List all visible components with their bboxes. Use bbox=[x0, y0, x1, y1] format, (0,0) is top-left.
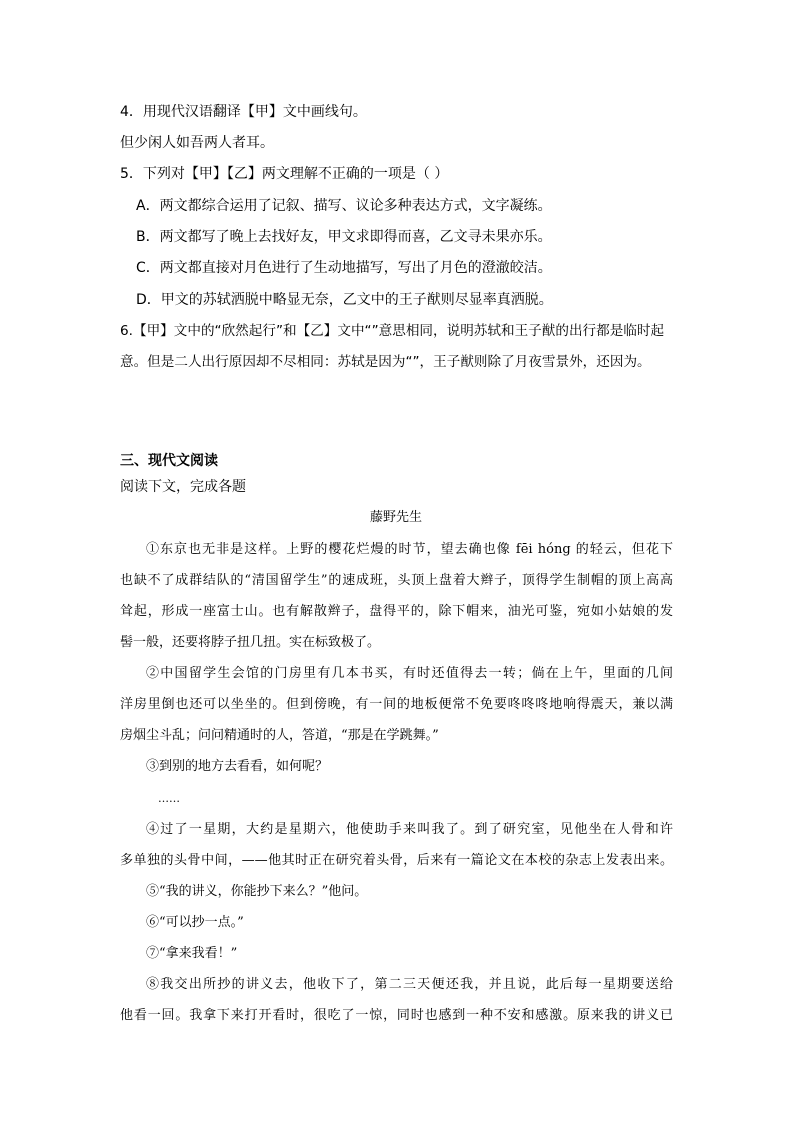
section-heading: 三、现代文阅读 bbox=[120, 453, 218, 469]
passage-line: ①东京也无非是这样。上野的樱花烂熳的时节，望去确也像 fēi hóng 的轻云，但花下 bbox=[146, 542, 673, 557]
passage-line: 髻一般，还要将脖子扭几扭。实在标致极了。 bbox=[120, 635, 381, 650]
passage-line: ④过了一星期，大约是星期六，他使助手来叫我了。到了研究室，见他坐在人骨和许 bbox=[146, 822, 673, 837]
question-5-option-c: C．两文都直接对月色进行了生动地描写，写出了月色的澄澈皎洁。 bbox=[136, 260, 552, 276]
question-5-option-b: B．两文都写了晚上去找好友，甲文求即得而喜，乙文寻未果亦乐。 bbox=[136, 229, 552, 245]
passage-line: ⑦“拿来我看！” bbox=[146, 946, 238, 961]
passage-line: 多单独的头骨中间，——他其时正在研究着头骨，后来有一篇论文在本校的杂志上发表出来。 bbox=[120, 853, 673, 868]
passage-line: ⑧我交出所抄的讲义去，他收下了，第二三天便还我，并且说，此后每一星期要送给 bbox=[146, 977, 673, 992]
passage-line: ⑤“我的讲义，你能抄下来么？”他问。 bbox=[146, 884, 368, 899]
passage-line: 耸起，形成一座富士山。也有解散辫子，盘得平的，除下帽来，油光可鉴，宛如小姑娘的发 bbox=[120, 604, 673, 619]
question-6-line-2: 意。但是二人出行原因却不尽相同：苏轼是因为“”，王子猷则除了月夜雪景外，还因为。 bbox=[120, 354, 651, 370]
question-6-line-1: 6.【甲】文中的“欣然起行”和【乙】文中“”意思相同，说明苏轼和王子猷的出行都是临时起 bbox=[120, 323, 665, 339]
passage-line: 房烟尘斗乱；问问精通时的人，答道，“那是在学跳舞。” bbox=[120, 728, 439, 743]
question-4-sentence: 但少闲人如吾两人者耳。 bbox=[120, 135, 274, 151]
passage-line: ③到别的地方去看看，如何呢？ bbox=[146, 759, 329, 774]
question-4-prompt: 4．用现代汉语翻译【甲】文中画线句。 bbox=[120, 104, 367, 120]
question-5-option-a: A．两文都综合运用了记叙、描写、议论多种表达方式，文字凝练。 bbox=[136, 198, 552, 214]
passage-line: 也缺不了成群结队的“清国留学生”的速成班，头顶上盘着大辫子，顶得学生制帽的顶上高高 bbox=[120, 573, 673, 588]
passage-line: 洋房里倒也还可以坐坐的。但到傍晚，有一间的地板便常不免要咚咚咚地响得震天，兼以满 bbox=[120, 697, 673, 712]
passage-line: ②中国留学生会馆的门房里有几本书买，有时还值得去一转；倘在上午，里面的几间 bbox=[146, 666, 673, 681]
question-5-option-d: D．甲文的苏轼洒脱中略显无奈，乙文中的王子猷则尽显率真洒脱。 bbox=[136, 292, 553, 308]
question-5-prompt: 5．下列对【甲】【乙】两文理解不正确的一项是（ ） bbox=[120, 166, 449, 182]
passage-ellipsis: …… bbox=[158, 792, 180, 805]
passage-title: 藤野先生 bbox=[370, 510, 423, 525]
passage-line: ⑥“可以抄一点。” bbox=[146, 915, 244, 930]
passage-line: 他看一回。我拿下来打开看时，很吃了一惊，同时也感到一种不安和感激。原来我的讲义已 bbox=[120, 1008, 673, 1023]
section-instruction: 阅读下文，完成各题 bbox=[120, 479, 246, 495]
